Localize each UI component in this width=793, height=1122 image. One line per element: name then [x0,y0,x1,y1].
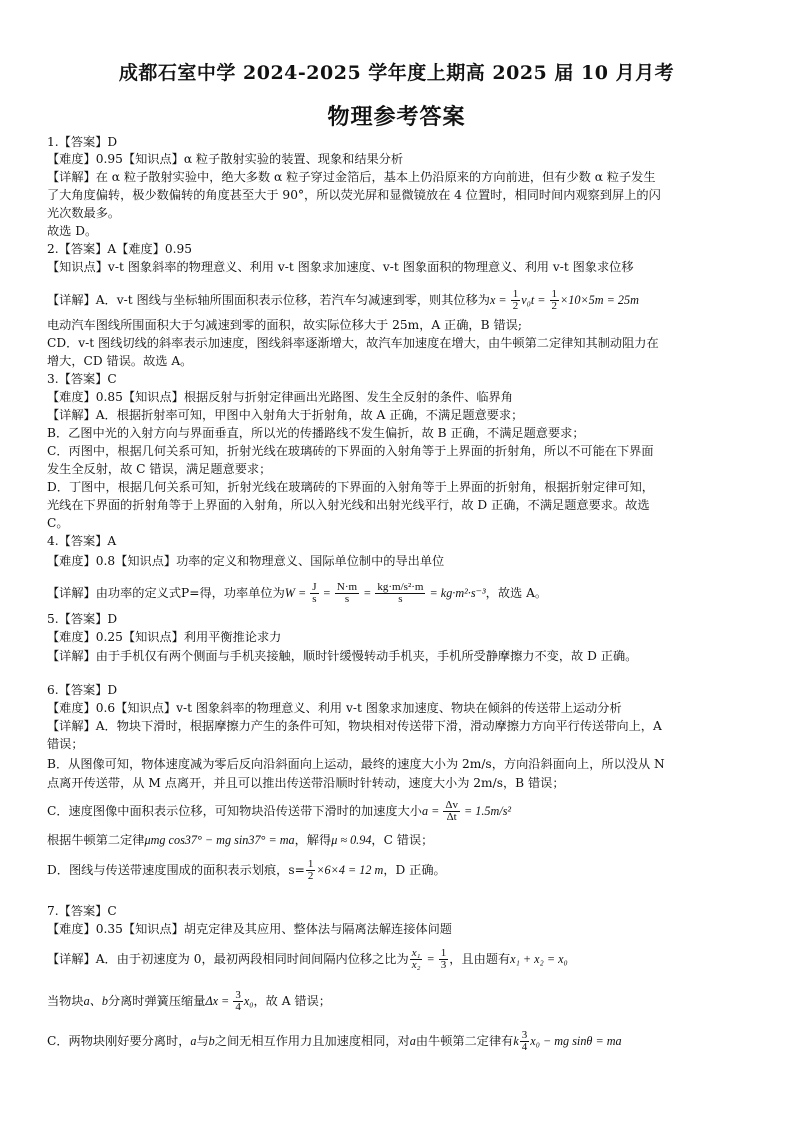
fraction-num: 3 [235,989,241,1001]
fraction-den: x₂ [411,959,421,971]
q1-answer: 1.【答案】D [47,135,118,149]
fraction-num: 1 [307,858,314,870]
fraction [306,859,316,882]
fraction [520,1030,530,1053]
fraction-num: Δv [445,799,458,811]
q3-answer: 3.【答案】C [47,372,117,386]
fraction-den: 2 [551,300,558,312]
text: ，解得 [294,833,332,847]
math: = 1.5m/s² [460,804,512,818]
text: 【详解】由功率的定义式P=得，功率单位为 [47,586,285,600]
fraction [310,582,318,605]
math: W = [284,586,310,600]
text: ，故 A 错误； [253,994,331,1008]
q3-explanation: 发生全反射，故 C 错误，满足题意要求； [47,462,272,476]
math: x₀ − mg sinθ = ma [530,1034,622,1048]
fraction [550,289,560,312]
document-subtitle: 物理参考答案 [327,104,466,130]
q7-explanation-formula [47,944,773,974]
fraction-num: 1 [512,288,519,300]
q6-difficulty: 【难度】0.6【知识点】v-t 图象斜率的物理意义、利用 v-t 图象求加速度、物块在倾斜的传送带上运动分析 [47,701,622,715]
math: ×10×5m = 25m [560,293,639,307]
q5-answer: 5.【答案】D [47,612,118,626]
fraction-num: 3 [521,1029,528,1041]
text: 当物块 [47,994,84,1008]
q2-explanation: CD．v-t 图线切线的斜率表示加速度，图线斜率逐渐增大，故汽车加速度在增大，由牛顿第二定律知其制动阻力在 [47,336,659,350]
math: μ ≈ 0.94 [331,833,372,847]
q6-explanation: B．从图像可知，物体速度减为零后反向沿斜面向上运动，最终的速度大小为 2m/s，方向沿斜面向上，所以没从 N [47,757,665,771]
q6-answer: 6.【答案】D [47,683,118,697]
math: x₀ [243,994,254,1008]
q6-explanation: 【详解】A．物块下滑时，根据摩擦力产生的条件可知，物块相对传送带下滑，滑动摩擦力方向平行传送带向上，A [47,719,662,733]
q3-difficulty: 【难度】0.85【知识点】根据反射与折射定律画出光路图、发生全反射的条件、临界角 [47,390,513,404]
math: a [409,1034,416,1048]
q3-explanation: B．乙图中光的入射方向与界面垂直，所以光的传播路线不发生偏折，故 B 正确，不满足题意要求； [47,426,585,440]
math: b [208,1034,215,1048]
fraction-den: Δt [446,811,457,823]
document-title: 成都石室中学 2024-2025 学年度上期高 2025 届 10 月月考 [118,62,675,84]
fraction [233,990,243,1013]
text: 【详解】A．v-t 图线与坐标轴所围面积表示位移，若汽车匀减速到零，则其位移为 [47,293,490,307]
fraction-num: 1 [551,288,558,300]
text: ，C 错误； [371,833,434,847]
fraction-num: J [312,581,317,593]
q7-answer: 7.【答案】C [47,904,117,918]
q2-explanation-formula [47,285,773,315]
fraction [443,800,460,823]
text: ，且由题有 [449,952,511,966]
math: a = [421,804,443,818]
fraction-num: 1 [440,947,447,959]
math: a [190,1034,197,1048]
fraction-num: x₁ [411,947,421,959]
q3-conclusion: C。 [47,516,69,530]
fraction-den: s [344,593,350,605]
fraction-den: 2 [307,870,314,882]
fraction-den: 2 [512,300,519,312]
q6-explanation-formula [47,796,773,826]
q1-conclusion: 故选 D。 [47,224,98,238]
q5-difficulty: 【难度】0.25【知识点】利用平衡推论求力 [47,630,282,644]
fraction [439,948,449,971]
text: 与 [196,1034,209,1048]
q2-explanation: 电动汽车图线所围面积大于匀减速到零的面积，故实际位移大于 25m，A 正确，B 错误; [47,318,522,332]
q5-explanation: 【详解】由于手机仅有两个侧面与手机夹接触，顺时针缓慢转动手机夹，手机所受静摩擦力不变，故 D 正确。 [47,649,638,663]
text: C．速度图像中面积表示位移，可知物块沿传送带下滑时的加速度大小 [47,804,422,818]
text: C．两物块刚好要分离时， [47,1034,191,1048]
math: μmg cos37° − mg sin37° = ma [144,833,295,847]
text: 根据牛顿第二定律 [47,833,145,847]
math: = [360,586,375,600]
math: = kg·m²·s⁻³ [426,586,486,600]
q1-difficulty: 【难度】0.95【知识点】α 粒子散射实验的装置、现象和结果分析 [47,152,404,166]
fraction-den: s [312,593,317,605]
fraction-num: N·m [336,581,358,593]
q6-explanation-formula [47,855,773,885]
math: = [423,952,438,966]
q4-answer: 4.【答案】A [47,534,117,548]
math: v₀t = [521,293,549,307]
fraction [335,582,359,605]
fraction-num: kg·m/s²·m [377,581,424,593]
math: x₁ + x₂ = x₀ [510,952,568,966]
q3-explanation: 光线在下界面的折射角等于上界面的入射角，所以入射光线和出射光线平行，故 D 正确，不满足题意要求。故选 [47,498,650,512]
text: ，D 正确。 [383,863,446,877]
q3-explanation: 【详解】A．根据折射率可知，甲图中入射角大于折射角，故 A 正确，不满足题意要求； [47,408,524,422]
q1-explanation: 【详解】在 α 粒子散射实验中，绝大多数 α 粒子穿过金箔后，基本上仍沿原来的方向前进，但有少数 α 粒子发生 [47,170,656,184]
math: x = [489,293,510,307]
text: D．图线与传送带速度围成的面积表示划痕，s= [47,863,305,877]
q7-explanation-formula [47,1026,773,1056]
q2-knowledge: 【知识点】v-t 图象斜率的物理意义、利用 v-t 图象求加速度、v-t 图象面积的物理意义、利用 v-t 图象求位移 [47,260,634,274]
math: ×6×4 = 12 m [316,863,384,877]
math: = [319,586,334,600]
q4-difficulty: 【难度】0.8【知识点】功率的定义和物理意义、国际单位制中的导出单位 [47,554,445,568]
math: Δx = [205,994,233,1008]
q1-explanation: 光次数最多。 [47,206,121,220]
q3-explanation: C．丙图中，根据几何关系可知，折射光线在玻璃砖的下界面的入射角等于上界面的折射角，所以不可能在下界面 [47,444,654,458]
fraction [375,582,425,605]
math: k [513,1034,519,1048]
q1-explanation: 了大角度偏转，极少数偏转的角度甚至大于 90°，所以荧光屏和显微镜放在 4 位置时，相同时间内观察到屏上的闪 [47,188,661,202]
q7-difficulty: 【难度】0.35【知识点】胡克定律及其应用、整体法与隔离法解连接体问题 [47,922,452,936]
fraction-den: 3 [440,959,447,971]
q4-explanation-formula [47,578,773,608]
math: a、b [83,994,108,1008]
text: ，故选 A。 [485,586,548,600]
q3-explanation: D．丁图中，根据几何关系可知，折射光线在玻璃砖的下界面的入射角等于上界面的折射角，根据折射定律可知， [47,480,654,494]
q6-explanation-formula [47,830,773,850]
text: 之间无相互作用力且加速度相同，对 [214,1034,410,1048]
fraction-den: s [398,593,403,605]
fraction-den: 4 [235,1001,241,1013]
q2-explanation: 增大，CD 错误。故选 A。 [47,354,193,368]
text: 由牛顿第二定律有 [415,1034,514,1048]
fraction-den: 4 [521,1041,528,1053]
q7-explanation-formula [47,986,773,1016]
text: 【详解】A．由于初速度为 0，最初两段相同时间间隔内位移之比为 [47,952,409,966]
fraction [410,948,423,971]
q6-explanation: 点离开传送带，从 M 点离开，并且可以推出传送带沿顺时针转动，速度大小为 2m/s，B 错误； [47,776,565,790]
q6-explanation: 错误； [47,737,84,751]
q2-answer: 2.【答案】A【难度】0.95 [47,242,193,256]
fraction [511,289,521,312]
text: 分离时弹簧压缩量 [107,994,206,1008]
